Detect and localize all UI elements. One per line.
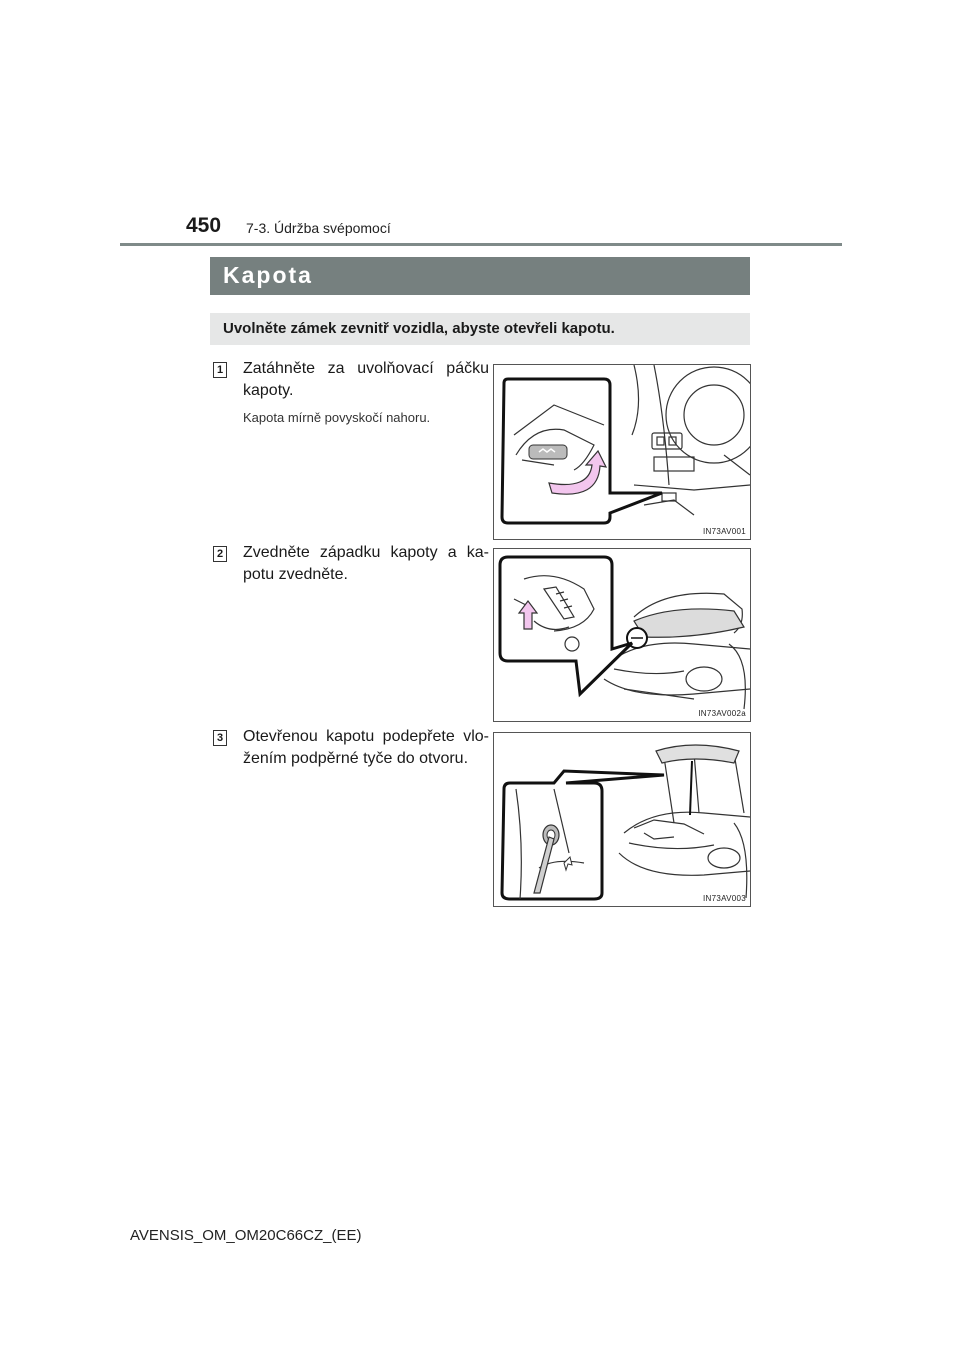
- footer-document-id: AVENSIS_OM_OM20C66CZ_(EE): [130, 1227, 362, 1244]
- illustration-code-2: IN73AV002a: [698, 709, 746, 718]
- header-rule: [120, 243, 842, 246]
- subheader-box: [210, 313, 750, 345]
- step-text-3: Otevřenou kapotu podepřete vlo-žením podpěrné tyče do otvoru.: [243, 728, 489, 767]
- hood-support-rod-illustration: [493, 732, 751, 907]
- section-reference: 7-3. Údržba svépomocí: [246, 220, 391, 236]
- illustration-code-1: IN73AV001: [702, 527, 746, 536]
- step-number-2: 2: [213, 546, 227, 562]
- illustration-code-3: IN73AV003: [702, 894, 746, 903]
- title-bar: [210, 257, 750, 295]
- page-title: Kapota: [223, 262, 313, 288]
- page-number: 450: [186, 214, 222, 237]
- step-number-1: 1: [213, 362, 227, 378]
- step-text-1: Zatáhněte za uvolňovací páčku kapoty.: [243, 360, 489, 399]
- step-note-1: Kapota mírně povyskočí nahoru.: [243, 410, 431, 425]
- subheader-text: Uvolněte zámek zevnitř vozidla, abyste otevřeli kapotu.: [223, 320, 615, 337]
- hood-latch-illustration: [493, 548, 751, 722]
- hood-release-lever-illustration: [493, 364, 751, 540]
- step-number-3: 3: [213, 730, 227, 746]
- step-text-2: Zvedněte západku kapoty a ka-potu zvedněte.: [243, 544, 489, 583]
